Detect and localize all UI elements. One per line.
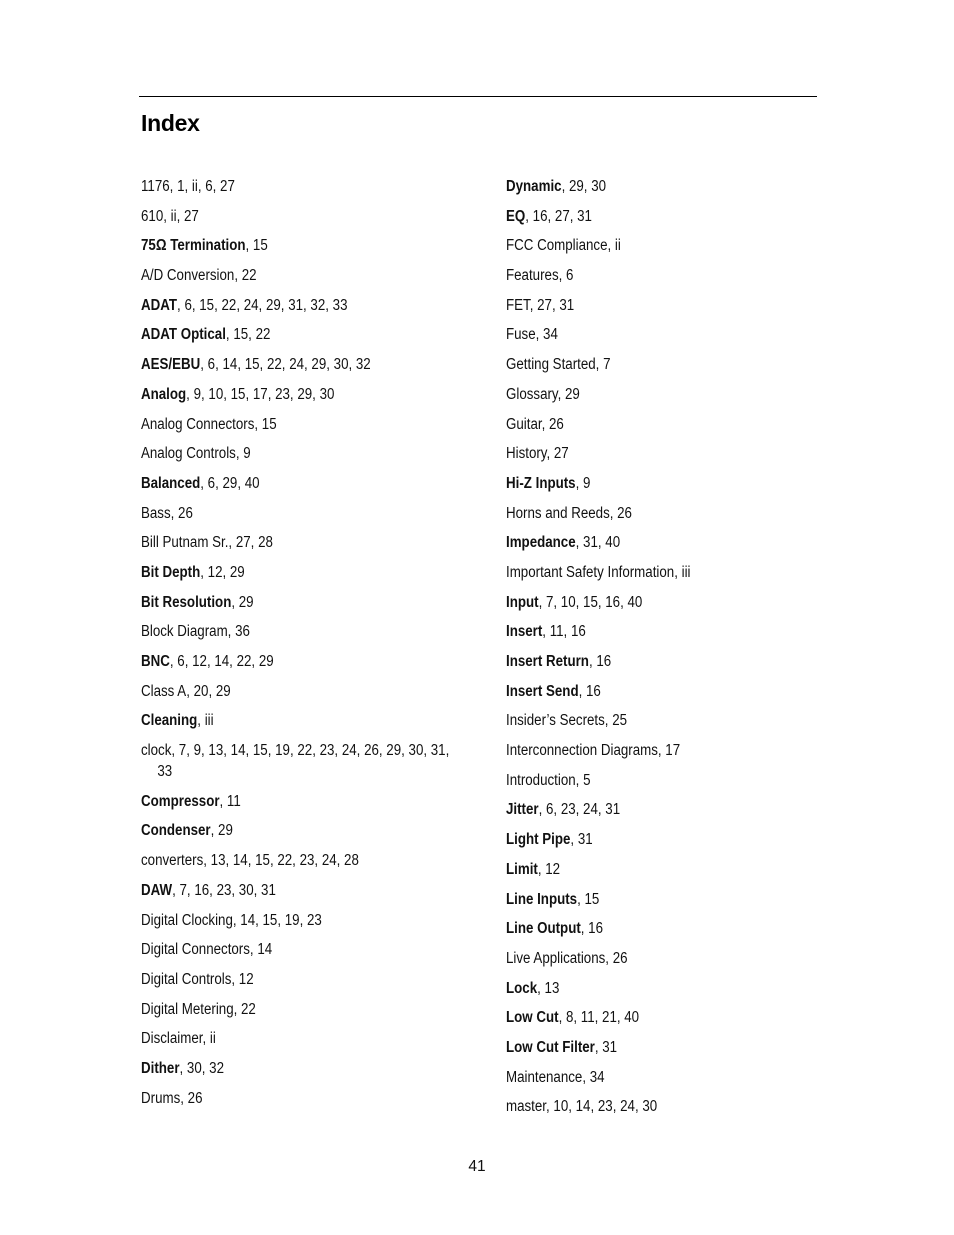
index-term: BNC	[141, 653, 170, 670]
index-pages: , 25	[604, 712, 628, 730]
index-pages: , 26	[170, 504, 193, 522]
index-term: clock	[141, 742, 172, 760]
index-term: Compressor	[141, 792, 220, 810]
index-term: Light Pipe	[506, 831, 571, 849]
index-term: Insert	[506, 623, 543, 641]
index-entry	[506, 829, 790, 850]
index-entry	[506, 1067, 790, 1088]
index-pages: , 26	[605, 949, 628, 967]
index-term: Line Inputs	[506, 890, 578, 908]
index-entry	[506, 265, 790, 286]
index-entry	[506, 740, 790, 761]
index-entry	[141, 791, 425, 812]
index-term: EQ	[506, 207, 526, 225]
index-term: Guitar	[506, 415, 542, 433]
index-term: converters	[141, 852, 204, 870]
index-entry	[506, 384, 790, 405]
index-entry	[506, 443, 790, 464]
index-pages: , 5	[575, 771, 591, 789]
index-entry	[506, 889, 790, 910]
index-entry	[141, 651, 425, 672]
index-pages: , 12	[537, 860, 561, 878]
index-term: Dither	[141, 1059, 180, 1077]
index-pages: , 22	[233, 1000, 256, 1018]
index-pages: , 10, 14, 23, 24, 30	[546, 1098, 658, 1116]
index-pages: , 12, 29	[200, 563, 245, 581]
index-entry	[506, 1096, 790, 1117]
index-term: FCC Compliance	[506, 237, 608, 255]
index-entry	[506, 651, 790, 672]
index-entry	[506, 948, 790, 969]
index-entry	[141, 999, 425, 1020]
index-entry	[141, 1028, 425, 1049]
index-entry	[506, 621, 790, 642]
index-entry	[141, 681, 425, 702]
index-pages: , 6, 29, 40	[200, 474, 260, 492]
index-entry	[506, 681, 790, 702]
index-entry	[141, 939, 425, 960]
index-entry	[506, 918, 790, 939]
index-pages: , 27, 28	[228, 534, 273, 552]
index-pages: , 13, 14, 15, 22, 23, 24, 28	[203, 852, 359, 870]
index-entry	[141, 354, 425, 375]
index-term: ADAT	[141, 296, 178, 314]
index-entry	[506, 206, 790, 227]
index-entry	[141, 295, 425, 316]
index-pages: , 6, 23, 24, 31	[538, 801, 621, 819]
index-entry	[141, 740, 458, 782]
index-term: FET	[506, 296, 530, 314]
index-entry	[506, 859, 790, 880]
index-pages: , 16	[580, 920, 604, 938]
index-pages: , ii, 27	[163, 207, 199, 225]
index-entry	[141, 850, 425, 871]
index-term: Bill Putnam Sr.	[141, 534, 229, 552]
index-pages: , 14, 15, 19, 23	[232, 911, 322, 929]
index-pages: , 7, 10, 15, 16, 40	[538, 593, 643, 611]
index-pages: , 34	[535, 326, 558, 344]
index-term: Jitter	[506, 801, 539, 819]
index-entry	[506, 770, 790, 791]
index-pages: , 22	[234, 267, 257, 285]
index-pages: , 29, 30	[561, 178, 607, 195]
index-entry	[141, 532, 425, 553]
index-pages: , 26	[180, 1089, 203, 1107]
index-entry	[506, 354, 790, 375]
index-entry	[141, 176, 425, 197]
index-term: A/D Conversion	[141, 267, 235, 285]
index-pages: , 36	[227, 623, 250, 641]
index-term: Getting Started	[506, 356, 596, 374]
index-pages: , 6	[558, 267, 574, 285]
index-term: AES/EBU	[141, 356, 201, 374]
index-entry	[506, 1037, 790, 1058]
index-pages: , 27, 31	[529, 296, 575, 314]
header-rule	[139, 96, 817, 97]
index-term: Drums	[141, 1089, 181, 1107]
index-entry	[141, 592, 425, 613]
index-pages: , 29	[210, 822, 233, 840]
index-term: Low Cut	[506, 1009, 559, 1027]
index-entry	[506, 473, 790, 494]
index-term: Insert Return	[506, 653, 589, 670]
index-term: Bit Depth	[141, 563, 201, 581]
index-entry	[141, 910, 425, 931]
index-entry	[506, 592, 790, 613]
index-pages: , 15	[254, 415, 277, 433]
index-pages: , 11	[219, 792, 241, 810]
index-term: Limit	[506, 860, 538, 878]
index-entry	[506, 1007, 790, 1028]
index-term: Features	[506, 267, 559, 285]
index-entry	[141, 562, 425, 583]
index-term: Maintenance	[506, 1068, 583, 1086]
index-pages: , iii	[674, 563, 691, 581]
index-term: Digital Connectors	[141, 941, 250, 959]
index-entry	[141, 1088, 425, 1109]
index-entry	[506, 235, 790, 256]
index-entry	[141, 710, 425, 731]
index-pages: , 20, 29	[186, 682, 231, 700]
index-term: Digital Metering	[141, 1000, 234, 1018]
index-pages: , 29	[557, 385, 580, 403]
index-term: Bass	[141, 504, 171, 522]
index-pages: , 7, 9, 13, 14, 15, 19, 22, 23, 24, 26, 29, 30, 31, 33	[157, 742, 450, 781]
index-pages: , 15, 22	[225, 326, 271, 344]
index-pages: , 31	[570, 831, 593, 849]
index-term: Horns and Reeds	[506, 504, 610, 522]
index-entry	[506, 295, 790, 316]
index-entry	[141, 443, 425, 464]
index-term: Analog Controls	[141, 445, 236, 463]
index-pages: , ii	[607, 237, 621, 255]
index-column-right	[506, 176, 836, 1126]
index-pages: , 9	[235, 445, 251, 463]
index-entry	[506, 414, 790, 435]
index-entry	[506, 562, 790, 583]
index-term: Live Applications	[506, 949, 606, 967]
index-term: 75Ω Termination	[141, 237, 246, 255]
index-term: Glossary	[506, 385, 558, 403]
index-term: Low Cut Filter	[506, 1038, 595, 1056]
index-pages: , 34	[582, 1068, 605, 1086]
index-term: Digital Controls	[141, 970, 232, 988]
index-pages: , 6, 15, 22, 24, 29, 31, 32, 33	[177, 296, 348, 314]
index-term: Important Safety Information	[506, 563, 675, 581]
index-pages: , 16	[588, 653, 612, 670]
index-entry	[506, 324, 790, 345]
index-term: History	[506, 445, 547, 463]
index-entry	[506, 503, 790, 524]
index-term: Condenser	[141, 822, 211, 840]
index-pages: , 15	[245, 237, 268, 255]
index-pages: , 17	[657, 742, 681, 760]
index-term: Class A	[141, 682, 187, 700]
index-entry	[141, 969, 425, 990]
index-pages: , 7, 16, 23, 30, 31	[172, 881, 276, 899]
index-entry	[141, 206, 425, 227]
index-pages: , 16, 27, 31	[525, 207, 592, 225]
index-pages: , 26	[541, 415, 564, 433]
index-pages: , 15	[577, 890, 600, 908]
index-term: Dynamic	[506, 178, 562, 195]
index-pages: , 11, 16	[542, 623, 586, 641]
index-entry	[141, 324, 425, 345]
index-term: ADAT Optical	[141, 326, 226, 344]
index-entry	[141, 820, 425, 841]
index-term: Disclaimer	[141, 1030, 203, 1048]
index-entry	[141, 473, 425, 494]
index-entry	[506, 176, 790, 197]
index-pages: , 7	[595, 356, 611, 374]
index-term: Lock	[506, 979, 538, 997]
index-column-left	[141, 176, 471, 1117]
index-entry	[141, 235, 425, 256]
index-entry	[141, 880, 425, 901]
index-entry	[141, 621, 425, 642]
index-entry	[141, 384, 425, 405]
index-pages: , 13	[537, 979, 560, 997]
index-pages: , 26	[609, 504, 632, 522]
index-entry	[506, 978, 790, 999]
index-pages: , 12	[231, 970, 254, 988]
index-term: Bit Resolution	[141, 593, 232, 611]
index-term: DAW	[141, 881, 173, 899]
index-term: Analog	[141, 385, 187, 403]
index-pages: , 9, 10, 15, 17, 23, 29, 30	[186, 385, 335, 403]
index-entry	[506, 799, 790, 820]
page-number: 41	[468, 1158, 486, 1175]
index-term: Block Diagram	[141, 623, 228, 641]
index-pages: , 6, 12, 14, 22, 29	[169, 653, 274, 670]
index-term: Interconnection Diagrams	[506, 742, 658, 760]
index-pages: , iii	[197, 712, 214, 730]
index-pages: , 30, 32	[179, 1059, 225, 1077]
index-term: Input	[506, 593, 539, 611]
index-pages: , 27	[546, 445, 569, 463]
index-term: Balanced	[141, 474, 201, 492]
index-entry	[506, 710, 790, 731]
index-pages: , 31	[594, 1038, 618, 1056]
index-pages: , 6, 14, 15, 22, 24, 29, 30, 32	[200, 356, 371, 374]
index-pages: , 8, 11, 21, 40	[558, 1009, 640, 1027]
index-pages: , 1, ii, 6, 27	[169, 178, 235, 195]
index-pages: , 31, 40	[575, 534, 621, 552]
index-pages: , 16	[578, 682, 601, 700]
index-term: Cleaning	[141, 712, 198, 730]
index-term: 610	[141, 207, 164, 225]
index-pages: , 14	[249, 941, 273, 959]
index-term: Introduction	[506, 771, 576, 789]
index-entry	[141, 265, 425, 286]
index-pages: , 29	[231, 593, 254, 611]
index-term: Hi-Z Inputs	[506, 474, 576, 492]
index-entry	[141, 414, 425, 435]
index-term: Line Output	[506, 920, 581, 938]
index-entry	[506, 532, 790, 553]
index-term: Insider’s Secrets	[506, 712, 605, 730]
index-term: Analog Connectors	[141, 415, 255, 433]
index-pages: , ii	[202, 1030, 216, 1048]
index-term: Fuse	[506, 326, 536, 344]
page-title: Index	[141, 110, 200, 136]
index-entry	[141, 503, 425, 524]
index-entry	[141, 1058, 425, 1079]
index-term: Insert Send	[506, 682, 579, 700]
index-term: Impedance	[506, 534, 576, 552]
index-term: master	[506, 1098, 547, 1116]
index-pages: , 9	[575, 474, 591, 492]
index-term: 1176	[141, 178, 170, 195]
index-term: Digital Clocking	[141, 911, 233, 929]
